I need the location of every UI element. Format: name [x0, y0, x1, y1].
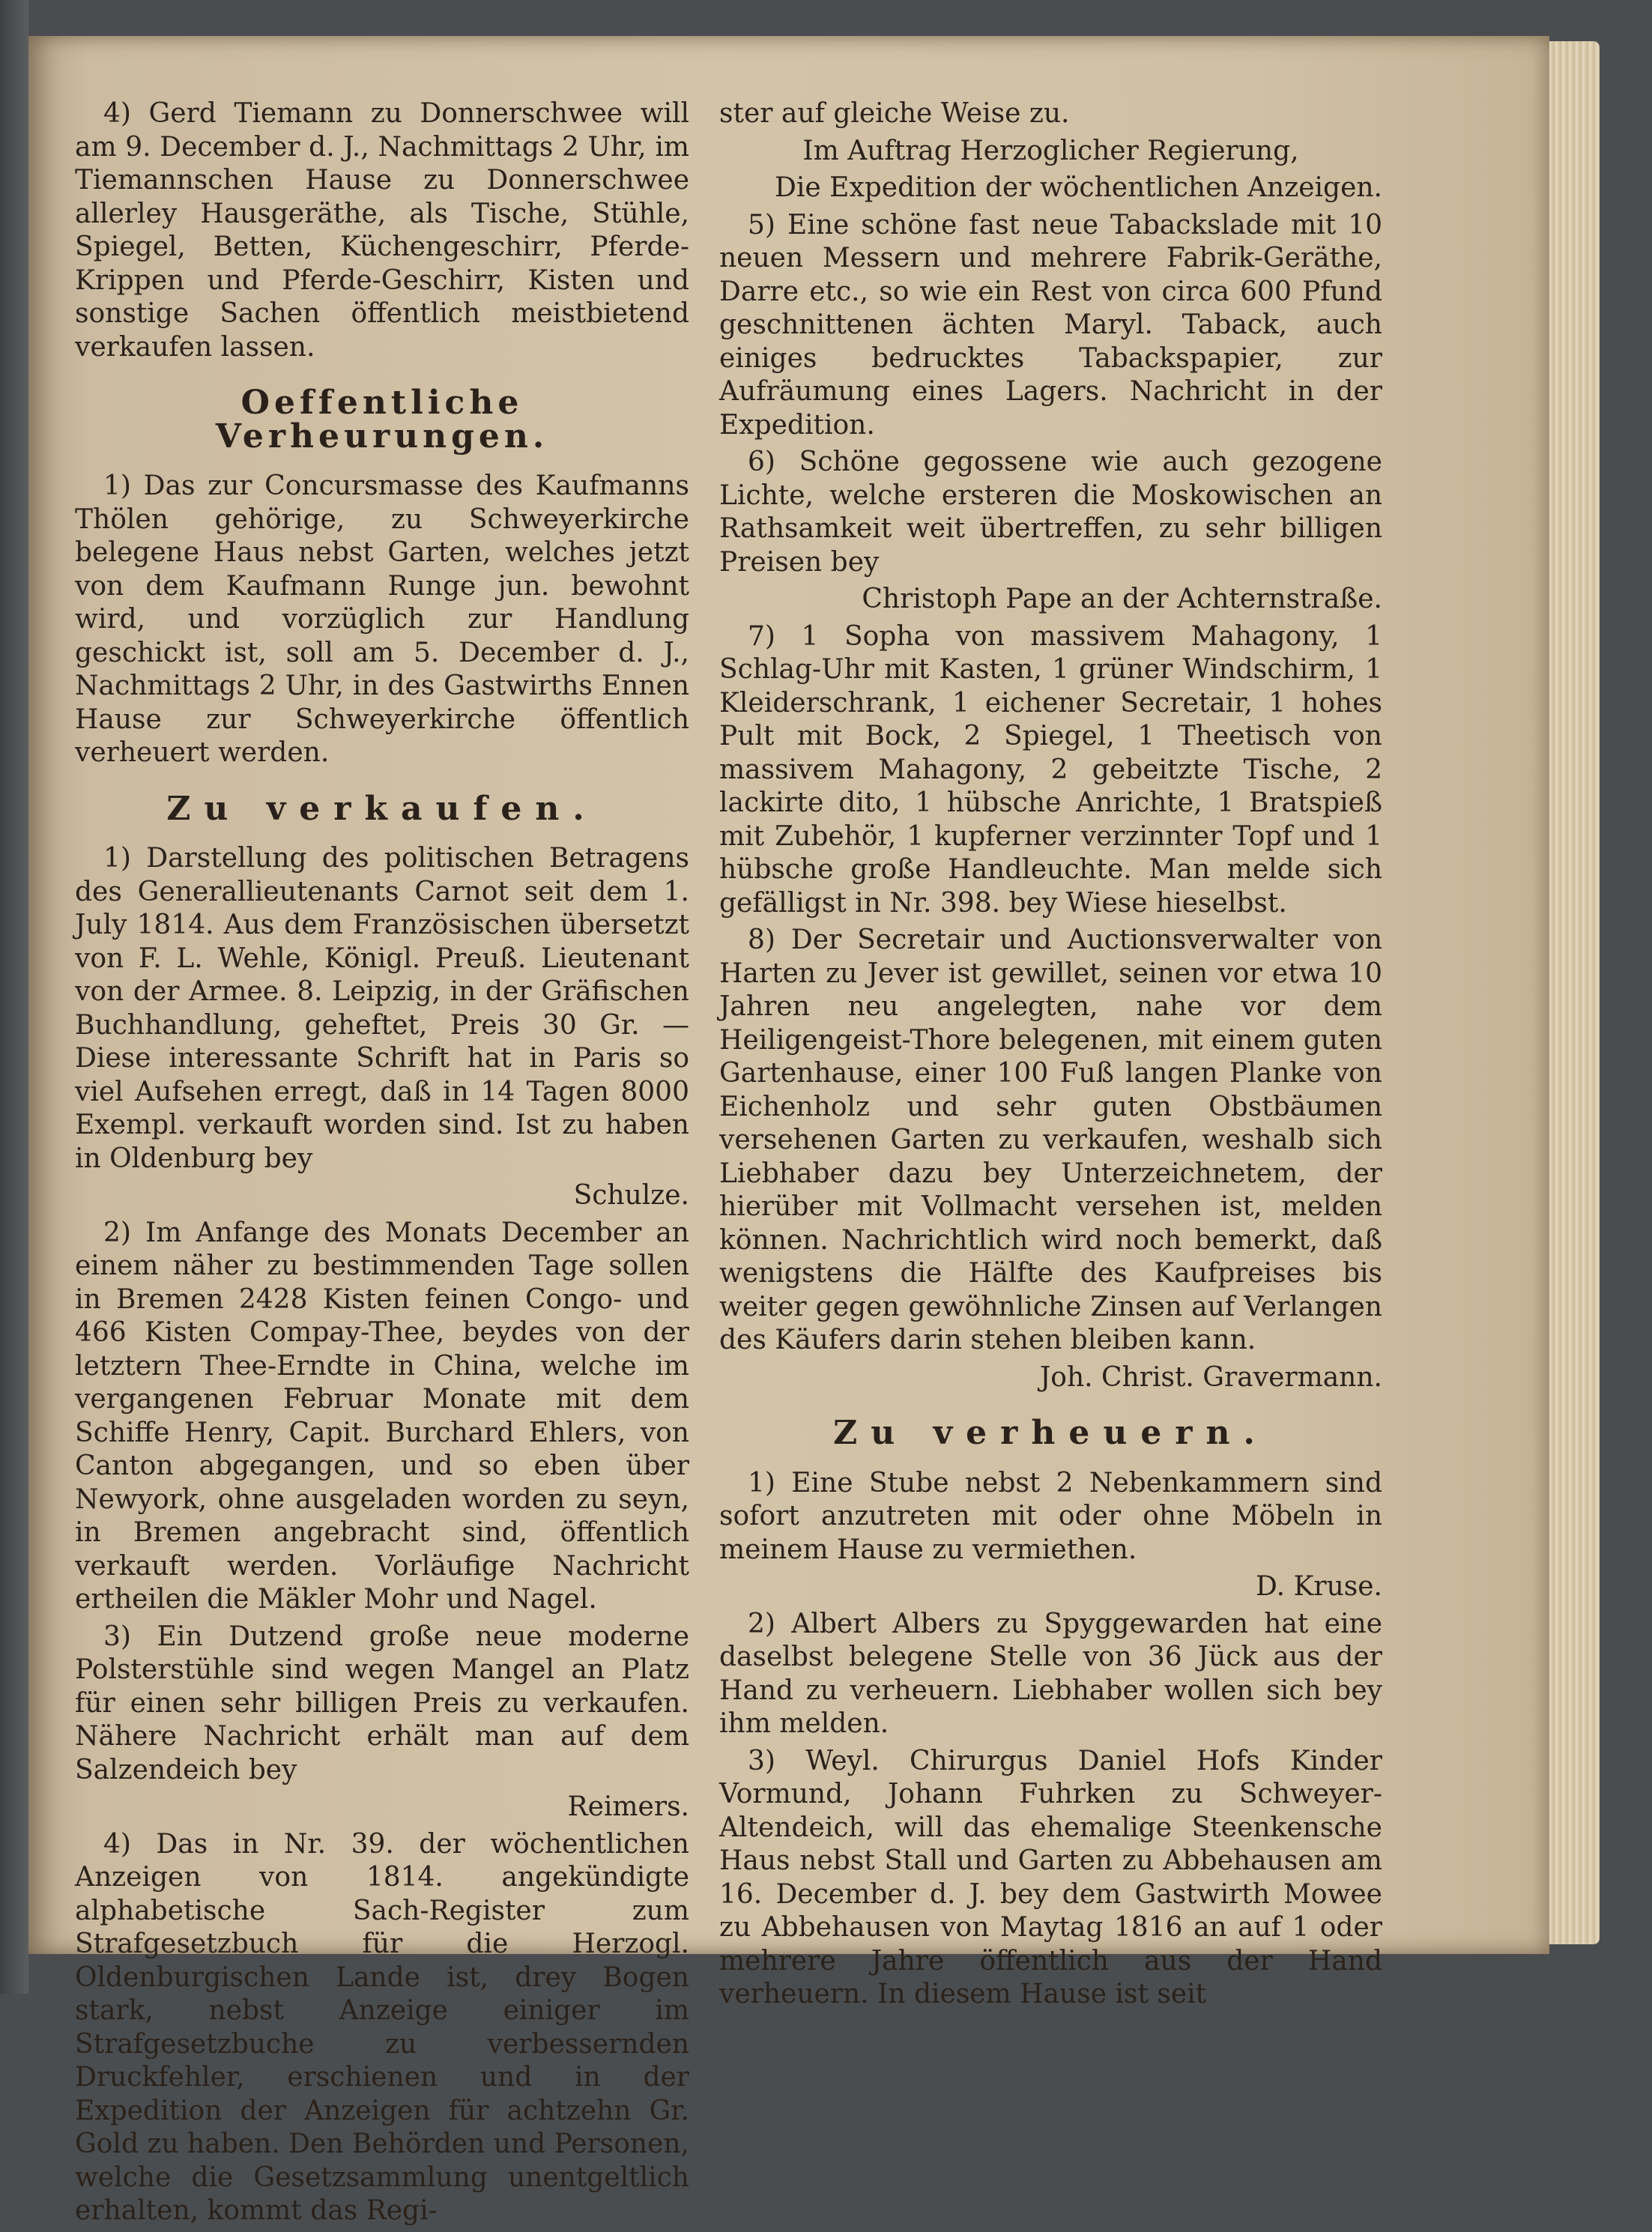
section-heading: Zu verkaufen.	[166, 789, 598, 828]
notice-paragraph: 3) Ein Dutzend große neue moderne Polsterstühle sind wegen Mangel an Platz für einen sehr billigen Preis zu verkaufen. Nähere Nachricht erhält man auf dem Salzendeich bey	[75, 1621, 689, 1785]
right-column	[719, 97, 1382, 2015]
notice-signature: D. Kruse.	[1256, 1571, 1382, 1602]
left-column	[75, 97, 689, 2232]
notice-signature: Joh. Christ. Gravermann.	[1039, 1361, 1382, 1393]
section-heading: Zu verheuern.	[833, 1414, 1268, 1452]
notice-signature: Schulze.	[573, 1180, 689, 1211]
notice-signature: Im Auftrag Herzoglicher Regierung,	[802, 135, 1299, 166]
notice-paragraph: 4) Gerd Tiemann zu Donnerschwee will am 9. December d. J., Nachmittags 2 Uhr, im Tiemannschen Hause zu Donnerschwee allerley Hausgeräthe, als Tische, Stühle, Spiegel, Betten, Küchengeschirr, Pferde-Krippen und Pferde-Geschirr, Kisten und sonstige Sachen öffentlich meistbietend verkaufen lassen.	[75, 98, 689, 363]
notice-signature: Die Expedition der wöchentlichen Anzeigen.	[775, 172, 1382, 203]
notice-signature: Christoph Pape an der Achternstraße.	[862, 584, 1382, 614]
notice-signature: Reimers.	[567, 1791, 689, 1822]
notice-paragraph: 1) Darstellung des politischen Betragens des Generallieutenants Carnot seit dem 1. July 1814. Aus dem Französischen übersetzt von F. L. Wehle, Königl. Preuß. Lieutenant von der Armee. 8. Leipzig, in der Gräfischen Buchhandlung, geheftet, Preis 30 Gr. — Diese interessante Schrift hat in Paris so viel Aufsehen erregt, daß in 14 Tagen 8000 Exempl. verkauft worden sind. Ist zu haben in Oldenburg bey	[75, 843, 689, 1174]
notice-paragraph: 5) Eine schöne fast neue Tabackslade mit 10 neuen Messern und mehrere Fabrik-Geräthe, Darre etc., so wie ein Rest von circa 600 Pfund geschnittenen ächten Maryl. Taback, auch einiges bedrucktes Tabackspapier, zur Aufräumung eines Lagers. Nachricht in der Expedition.	[719, 209, 1382, 441]
notice-paragraph: 6) Schöne gegossene wie auch gezogene Lichte, welche ersteren die Moskowischen an Rathsamkeit weit übertreffen, zu sehr billigen Preisen bey	[719, 447, 1382, 578]
notice-paragraph: 2) Albert Albers zu Spyggewarden hat eine daselbst belegene Stelle von 36 Jück aus der Hand zu verheuern. Liebhaber wollen sich bey ihm melden.	[719, 1608, 1382, 1739]
book-spine	[0, 0, 28, 1994]
notice-paragraph: 1) Eine Stube nebst 2 Nebenkammern sind sofort anzutreten mit oder ohne Möbeln in meinem Hause zu vermiethen.	[719, 1467, 1382, 1565]
notice-paragraph: 2) Im Anfange des Monats December an einem näher zu bestimmenden Tage sollen in Bremen 2428 Kisten feinen Congo- und 466 Kisten Compay-Thee, beydes von der letztern Thee-Erndte in China, welche im vergangenen Februar Monate mit dem Schiffe Henry, Capit. Burchard Ehlers, von Canton abgegangen, und so eben über Newyork, ohne ausgeladen worden zu seyn, in Bremen angebracht sind, öffentlich verkauft werden. Vorläufige Nachricht ertheilen die Mäkler Mohr und Nagel.	[75, 1217, 689, 1615]
notice-paragraph: 7) 1 Sopha von massivem Mahagony, 1 Schlag-Uhr mit Kasten, 1 grüner Windschirm, 1 Kleiderschrank, 1 eichener Secretair, 1 hohes Pult mit Bock, 2 Spiegel, 1 Theetisch von massivem Mahagony, 2 gebeitzte Tische, 2 lackirte dito, 1 hübsche Anrichte, 1 Bratspieß mit Zubehör, 1 kupferner verzinnter Topf und 1 hübsche große Handleuchte. Man melde sich gefälligst in Nr. 398. bey Wiese hieselbst.	[719, 620, 1382, 919]
notice-paragraph: 4) Das in Nr. 39. der wöchentlichen Anzeigen von 1814. angekündigte alphabetische Sach-Register zum Strafgesetzbuch für die Herzogl. Oldenburgischen Lande ist, drey Bogen stark, nebst Anzeige einiger im Strafgesetzbuche zu verbessernden Druckfehler, erschienen und in der Expedition der Anzeigen für achtzehn Gr. Gold zu haben. Den Behörden und Personen, welche die Gesetzsammlung unentgeltlich erhalten, kommt das Regi-	[75, 1828, 689, 2226]
notice-paragraph: ster auf gleiche Weise zu.	[719, 98, 1070, 129]
section-heading: Oeffentliche Verheurungen.	[215, 384, 549, 456]
notice-paragraph: 3) Weyl. Chirurgus Daniel Hofs Kinder Vormund, Johann Fuhrken zu Schweyer-Altendeich, will das ehemalige Steenkensche Haus nebst Stall und Garten zu Abbehausen am 16. December d. J. bey dem Gastwirth Mowee zu Abbehausen von Maytag 1816 an auf 1 oder mehrere Jahre öffentlich aus der Hand verheuern. In diesem Hause ist seit	[719, 1745, 1382, 2009]
notice-paragraph: 8) Der Secretair und Auctionsverwalter von Harten zu Jever ist gewillet, seinen vor etwa 10 Jahren neu angelegten, nahe vor dem Heiligengeist-Thore belegenen, mit einem guten Gartenhause, einer 100 Fuß langen Planke von Eichenholz und sehr guten Obstbäumen versehenen Garten zu verkaufen, weshalb sich Liebhaber dazu bey Unterzeichnetem, der hierüber mit Vollmacht versehen ist, melden können. Nachrichtlich wird noch bemerkt, daß wenigstens die Hälfte des Kaufpreises bis weiter gegen gewöhnliche Zinsen auf Verlangen des Käufers darin stehen bleiben kann.	[719, 925, 1383, 1355]
notice-paragraph: 1) Das zur Concursmasse des Kaufmanns Thölen gehörige, zu Schweyerkirche belegene Haus nebst Garten, welches jetzt von dem Kaufmann Runge jun. bewohnt wird, und vorzüglich zur Handlung geschickt ist, soll am 5. December d. J., Nachmittags 2 Uhr, in des Gastwirths Ennen Hause zur Schweyerkirche öffentlich verheuert werden.	[75, 471, 689, 768]
